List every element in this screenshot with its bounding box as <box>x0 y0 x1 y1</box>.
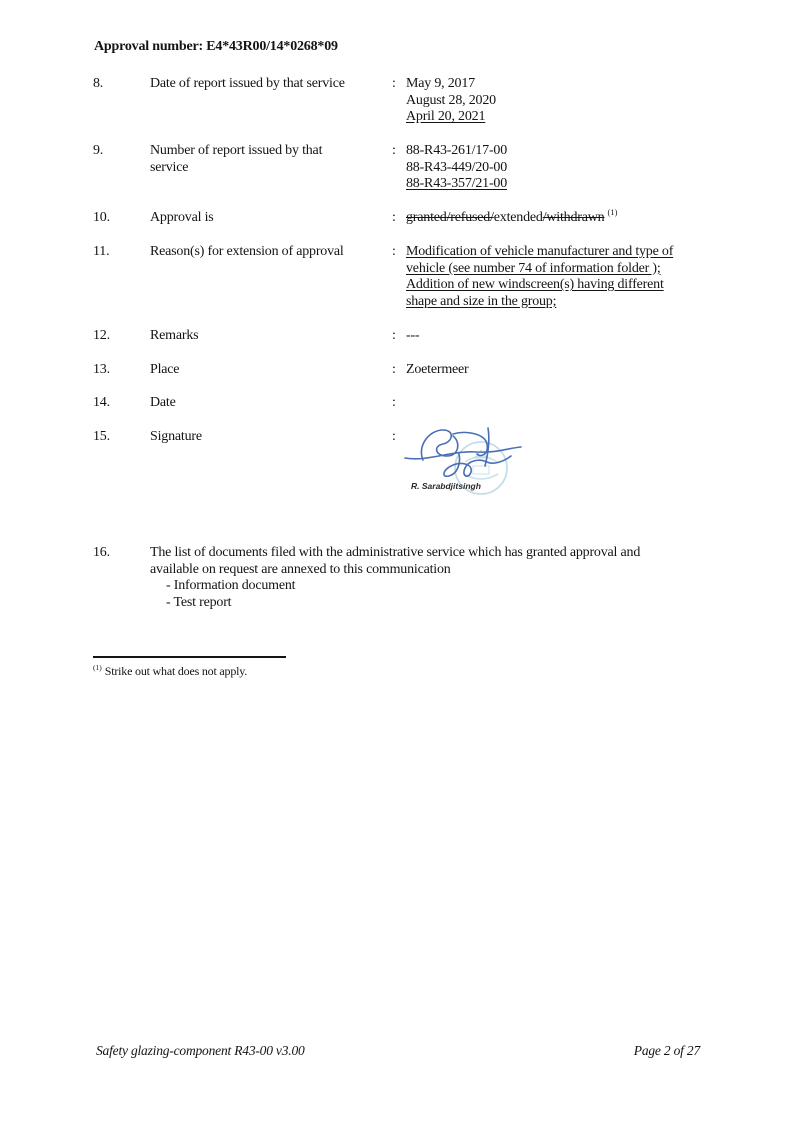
body-line: The list of documents filed with the administrative service which has granted approval and <box>150 545 641 560</box>
colon-separator: : <box>392 210 396 225</box>
item-number: 13. <box>93 362 110 377</box>
approval-number-value: E4*43R00/14*0268*09 <box>206 39 338 54</box>
value-line: May 9, 2017 <box>406 76 475 91</box>
annexed-document: - Test report <box>166 594 232 610</box>
signature-block <box>393 420 543 495</box>
label-line: service <box>150 159 189 175</box>
item-label: Signature <box>150 429 202 444</box>
item-number: 8. <box>93 76 104 91</box>
item-number: 10. <box>93 210 110 225</box>
footnote-body: Strike out what does not apply. <box>104 664 248 678</box>
footnote-divider <box>93 656 286 658</box>
item-value: Zoetermeer <box>406 362 469 377</box>
item-label: Approval is <box>150 210 214 225</box>
struck-text: /withdrawn <box>542 210 605 225</box>
item-label <box>150 143 390 176</box>
struck-text: granted/refused/ <box>406 210 494 225</box>
footnote <box>93 663 247 680</box>
item-number: 16. <box>93 545 110 560</box>
item-label: Remarks <box>150 328 199 343</box>
item-value <box>406 143 716 193</box>
footer-document-id: Safety glazing-component R43-00 v3.00 <box>96 1043 305 1058</box>
footnote-reference: (1) <box>607 207 618 218</box>
item-label: Place <box>150 362 180 377</box>
signature-ink <box>405 428 521 476</box>
item-body <box>150 545 640 611</box>
value-line-underlined: 88-R43-357/21-00 <box>406 176 508 191</box>
item-label: Date of report issued by that service <box>150 76 345 91</box>
annexed-document: - Information document <box>166 578 296 593</box>
approval-number-label: Approval number: <box>94 39 203 54</box>
colon-separator: : <box>392 328 396 343</box>
footnote-marker: (1) <box>93 663 102 672</box>
approval-number-heading <box>94 39 338 56</box>
colon-separator: : <box>392 362 396 377</box>
label-line: Number of report issued by that <box>150 143 323 158</box>
colon-separator: : <box>392 429 396 444</box>
value-line-underlined: shape and size in the group; <box>406 293 557 309</box>
colon-separator: : <box>392 395 396 410</box>
value-line-underlined: Modification of vehicle manufacturer and type of <box>406 244 674 259</box>
colon-separator: : <box>392 244 396 259</box>
item-number: 9. <box>93 143 104 158</box>
item-label: Reason(s) for extension of approval <box>150 244 344 259</box>
value-line-underlined: vehicle (see number 74 of information folder ); <box>406 260 661 276</box>
item-number: 15. <box>93 429 110 444</box>
footer-page-number: Page 2 of 27 <box>633 1043 700 1058</box>
value-line-underlined: Addition of new windscreen(s) having different <box>406 277 664 292</box>
value-line: 88-R43-261/17-00 <box>406 143 508 158</box>
plain-text: extended <box>493 210 543 225</box>
value-line-underlined: April 20, 2021 <box>406 109 486 124</box>
item-value <box>406 76 716 126</box>
value-line: August 28, 2020 <box>406 92 496 108</box>
item-number: 11. <box>93 244 110 259</box>
value-line: 88-R43-449/20-00 <box>406 159 508 175</box>
item-value <box>406 244 716 310</box>
signer-name: R. Sarabdjitsingh <box>411 481 481 491</box>
body-line: available on request are annexed to this communication <box>150 561 451 577</box>
colon-separator: : <box>392 76 396 91</box>
item-label: Date <box>150 395 176 410</box>
approval-status-line <box>406 207 716 227</box>
item-value <box>406 207 716 227</box>
item-value: --- <box>406 328 420 343</box>
item-number: 14. <box>93 395 110 410</box>
colon-separator: : <box>392 143 396 158</box>
item-number: 12. <box>93 328 110 343</box>
